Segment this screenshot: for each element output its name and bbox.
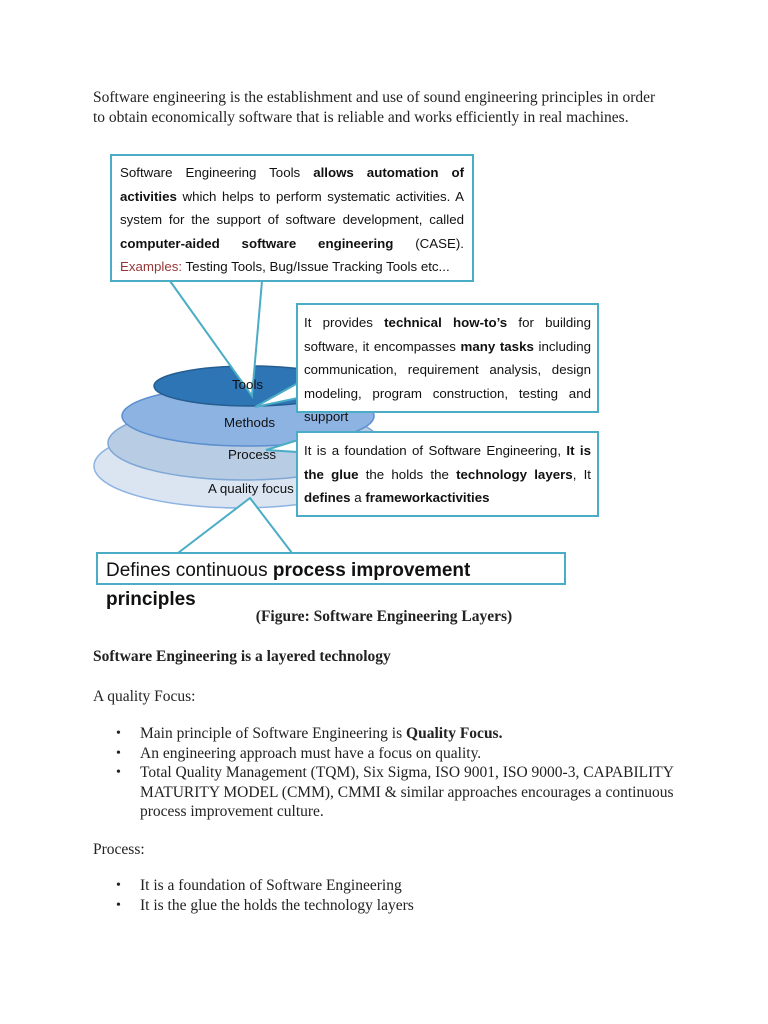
callout-process: It is a foundation of Software Engineering, It is the glue the holds the technology layers, It defines a frameworkactivities	[296, 431, 599, 517]
list-item: • It is the glue the holds the technology layers	[140, 896, 710, 916]
quality-focus-title: A quality Focus:	[93, 688, 196, 705]
quality-focus-list	[93, 724, 710, 822]
list-item: • Main principle of Software Engineering is Quality Focus.	[140, 724, 710, 744]
layer-label-process: Process	[228, 447, 277, 462]
list-item: • An engineering approach must have a focus on quality.	[140, 744, 710, 764]
callout-tools: Software Engineering Tools allows automation of activities which helps to perform systematic activities. A system for the support of software development, called computer-aided software engineering (CASE). Examples: Testing Tools, Bug/Issue Tracking Tools etc...	[110, 154, 474, 282]
section-heading: Software Engineering is a layered technology	[93, 648, 391, 665]
list-item: • Total Quality Management (TQM), Six Sigma, ISO 9001, ISO 9000-3, CAPABILITY MATURITY MODEL (CMM), CMMI & similar approaches encourages a continuous process improvement culture.	[140, 763, 710, 822]
process-title: Process:	[93, 841, 145, 858]
figure-caption: (Figure: Software Engineering Layers)	[255, 608, 513, 625]
process-list	[93, 876, 710, 915]
layer-label-tools: Tools	[232, 377, 264, 392]
callout-quality: Defines continuous process improvement principles	[96, 552, 566, 585]
callout-methods: It provides technical how-to’s for building software, it encompasses many tasks including communication, requirement analysis, design modeling, program construction, testing and support	[296, 303, 599, 413]
layer-label-quality: A quality focus	[208, 481, 294, 496]
layer-label-methods: Methods	[224, 415, 275, 430]
intro-paragraph: Software engineering is the establishment and use of sound engineering principles in order to obtain economically software that is reliable and works efficiently in real machines.	[93, 89, 656, 126]
list-item: • It is a foundation of Software Engineering	[140, 876, 710, 896]
